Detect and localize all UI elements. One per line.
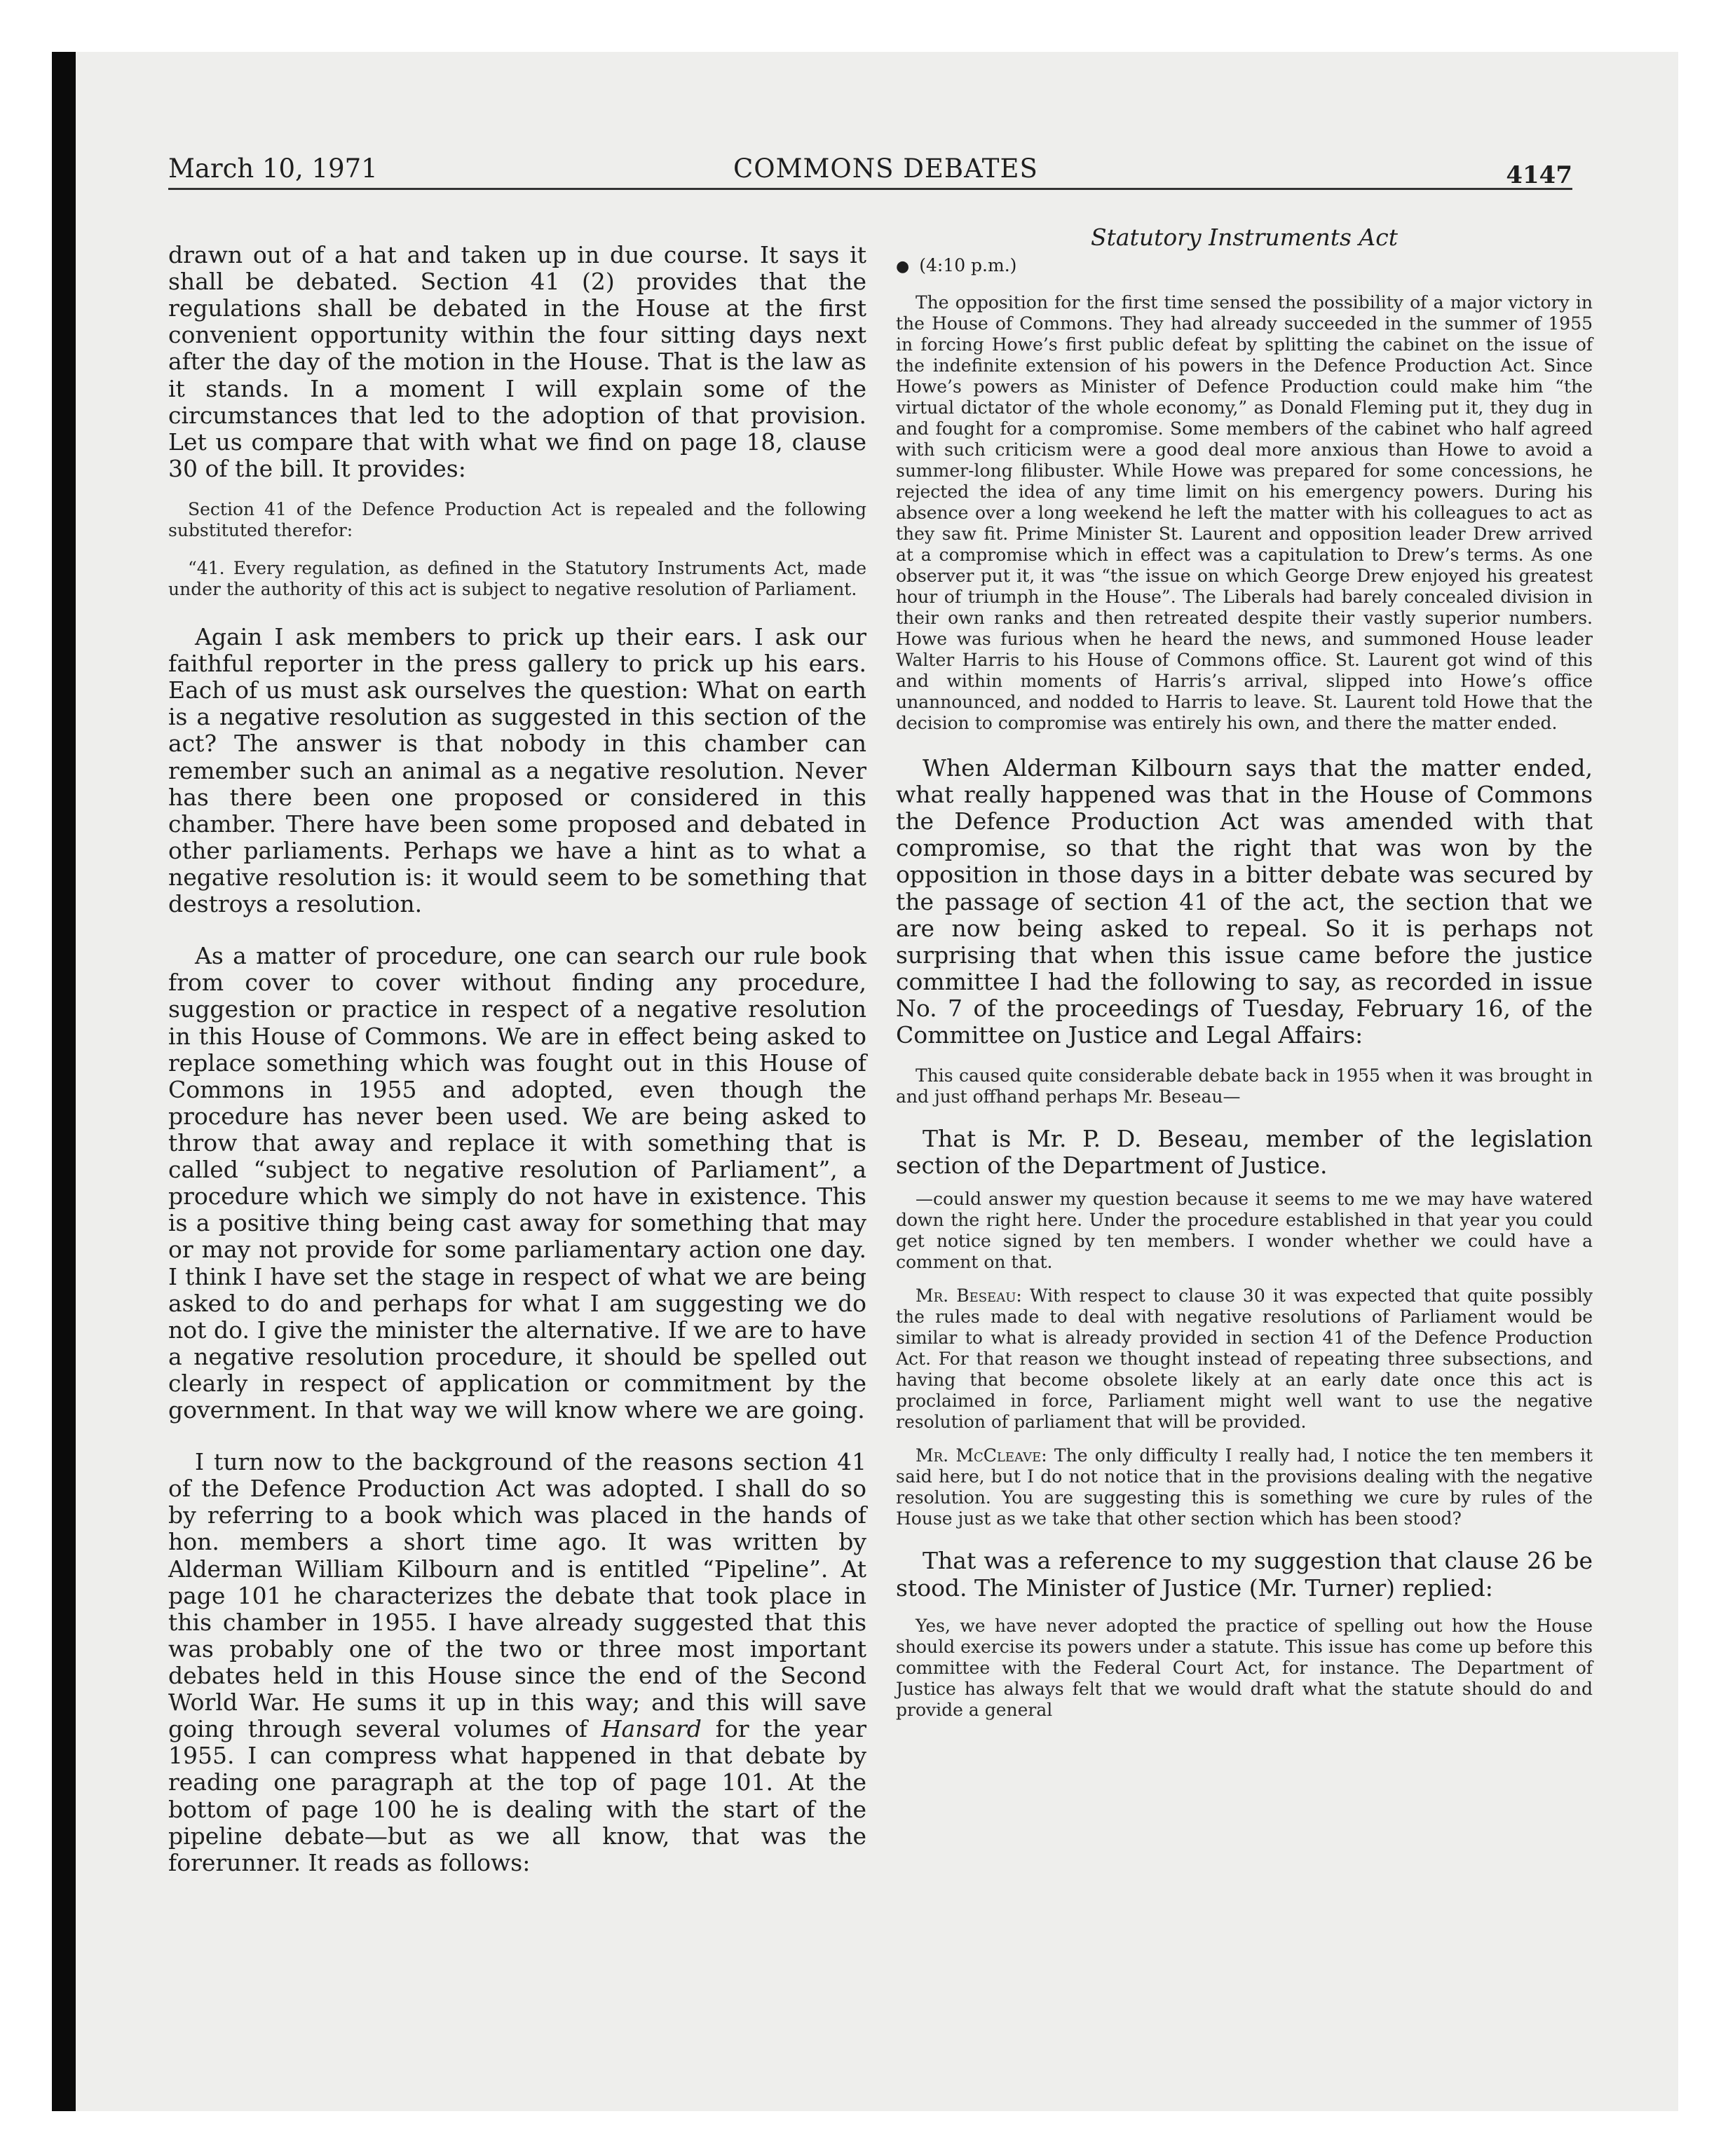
block-quote: This caused quite considerable debate back in 1955 when it was brought in and just offhand perhaps Mr. Beseau— (896, 1065, 1593, 1107)
paragraph (168, 1449, 866, 1876)
time-stamp (896, 255, 1593, 275)
paragraph-text: for the year 1955. I can compress what happened in that debate by reading one paragraph at the top of page 101. At the bottom of page 100 he is dealing with the start of the pipeline debate—but as we all know, that was the forerunner. It reads as follows: (168, 1715, 866, 1876)
paragraph-italic-text: Hansard (601, 1715, 702, 1743)
paragraph: That is Mr. P. D. Beseau, member of the legislation section of the Department of Justice. (896, 1125, 1593, 1180)
right-column (896, 224, 1593, 1721)
bullet-icon: ● (896, 258, 910, 275)
block-quote (896, 1445, 1593, 1529)
header-date: March 10, 1971 (168, 153, 378, 184)
paragraph: When Alderman Kilbourn says that the matter ended, what really happened was that in the House of Commons the Defence Production Act was amended with that compromise, so that the right that was won by the opposition in those days in a bitter debate was secured by the passage of section 41 of the act, the section that we are now being asked to repeal. So it is perhaps not surprising that when this issue came before the justice committee I had the following to say, as recorded in issue No. 7 of the proceedings of Tuesday, February 16, of the Committee on Justice and Legal Affairs: (896, 754, 1593, 1049)
block-quote: —could answer my question because it seems to me we may have watered down the right here. Under the procedure established in that year you could get notice signed by ten members. I wonder whether we could have a comment on that. (896, 1189, 1593, 1273)
paragraph: drawn out of a hat and taken up in due course. It says it shall be debated. Section 41 (2) provides that the regulations shall be debated in the House at the first convenient opportunity within the four sitting days next after the day of the motion in the House. That is the law as it stands. In a moment I will explain some of the circumstances that led to the adoption of that provision. Let us compare that with what we find on page 18, clause 30 of the bill. It provides: (168, 241, 866, 482)
scan-binding-edge (52, 52, 76, 2111)
block-quote (896, 1285, 1593, 1433)
block-quote: Yes, we have never adopted the practice of spelling out how the House should exercise its powers under a statute. This issue has come up before this committee with the Federal Court Act, for instance. The Department of Justice has always felt that we would draft what the statute should do and provide a general (896, 1615, 1593, 1720)
block-quote: The opposition for the first time sensed the possibility of a major victory in the House of Commons. They had already succeeded in the summer of 1955 in forcing Howe’s first public defeat by splitting the cabinet on the issue of the indefinite extension of his powers in the Defence Production Act. Since Howe’s powers as Minister of Defence Production could make him “the virtual dictator of the whole economy,” as Donald Fleming put it, they dug in and fought for a compromise. Some members of the cabinet who half agreed with such criticism were a good deal more anxious than Howe to avoid a summer-long filibuster. While Howe was prepared for some concessions, he rejected the idea of any time limit on his emergency powers. During his absence over a long weekend he left the matter with his colleagues to act as they saw fit. Prime Minister St. Laurent and opposition leader Drew arrived at a compromise which in effect was a capitulation to Drew’s terms. As one observer put it, it was “the issue on which George Drew enjoyed his greatest hour of triumph in the House”. The Liberals had barely concealed division in their own ranks and then retreated despite their vastly superior numbers. Howe was furious when he heard the news, and summoned House leader Walter Harris to his House of Commons office. St. Laurent got wind of this and within moments of Harris’s arrival, slipped into Howe’s office unannounced, and nodded to Harris to leave. St. Laurent told Howe that the decision to compromise was entirely his own, and there the matter ended. (896, 292, 1593, 733)
quote-text: The only difficulty I really had, I notice the ten members it said here, but I do not notice that in the provisions dealing with the negative resolution. You are suggesting this is something we cure by rules of the House just as we take that other section which has been stood? (896, 1445, 1593, 1529)
paragraph: Again I ask members to prick up their ears. I ask our faithful reporter in the press gallery to prick up his ears. Each of us must ask ourselves the question: What on earth is a negative resolution as suggested in this section of the act? The answer is that nobody in this chamber can remember such an animal as a negative resolution. Never has there been one proposed or considered in this chamber. There have been some proposed and debated in other parliaments. Perhaps we have a hint as to what a negative resolution is: it would seem to be something that destroys a resolution. (168, 622, 866, 918)
section-title: Statutory Instruments Act (1091, 224, 1398, 251)
header-publication: COMMONS DEBATES (733, 153, 1038, 184)
paragraph: As a matter of procedure, one can search our rule book from cover to cover without finding any procedure, suggestion or practice in respect of a negative resolution in this House of Commons. We are in effect being asked to replace something which was fought out in this House of Commons in 1955 and adopted, even though the procedure has never been used. We are being asked to throw that away and replace it with something that is called “subject to negative resolution of Parliament”, a procedure which we simply do not have in existence. This is a positive thing being cast away for something that may or may not provide for some parliamentary action one day. I think I have set the stage in respect of what we are being asked to do and perhaps for what I am suggesting we do not do. I give the minister the alternative. If we are to have a negative resolution procedure, it should be spelled out clearly in respect of application or commitment by the government. In that way we will know where we are going. (168, 942, 866, 1424)
paragraph-text: I turn now to the background of the reasons section 41 of the Defence Production Act was adopted. I shall do so by referring to a book which was placed in the hands of hon. members a short time ago. It was written by Alderman William Kilbourn and is entitled “Pipeline”. At page 101 he characterizes the debate that took place in this chamber in 1955. I have already suggested that this was probably one of the two or three most important debates held in this House since the end of the Second World War. He sums it up in this way; and this will save going through several volumes of (168, 1448, 866, 1743)
quote-text: With respect to clause 30 it was expected that quite possibly the rules made to deal with negative resolutions of Parliament would be similar to what is already provided in section 41 of the Defence Production Act. For that reason we thought instead of repeating three subsections, and having that become obsolete likely at an early date once this act is proclaimed in force, Parliament might well want to use the negative resolution of parliament that will be provided. (896, 1285, 1593, 1433)
block-quote: “41. Every regulation, as defined in the Statutory Instruments Act, made under the authority of this act is subject to negative resolution of Parliament. (168, 557, 866, 599)
time-stamp-text: (4:10 p.m.) (919, 255, 1017, 275)
speaker-name: Mr. Beseau: (916, 1285, 1022, 1306)
block-quote: Section 41 of the Defence Production Act is repealed and the following substituted therefor: (168, 498, 866, 540)
left-column (168, 242, 866, 1876)
header-page-number: 4147 (1506, 161, 1572, 189)
running-header (168, 146, 1572, 190)
speaker-name: Mr. McCleave: (916, 1445, 1047, 1466)
paragraph: That was a reference to my suggestion that clause 26 be stood. The Minister of Justice (Mr. Turner) replied: (896, 1547, 1593, 1602)
